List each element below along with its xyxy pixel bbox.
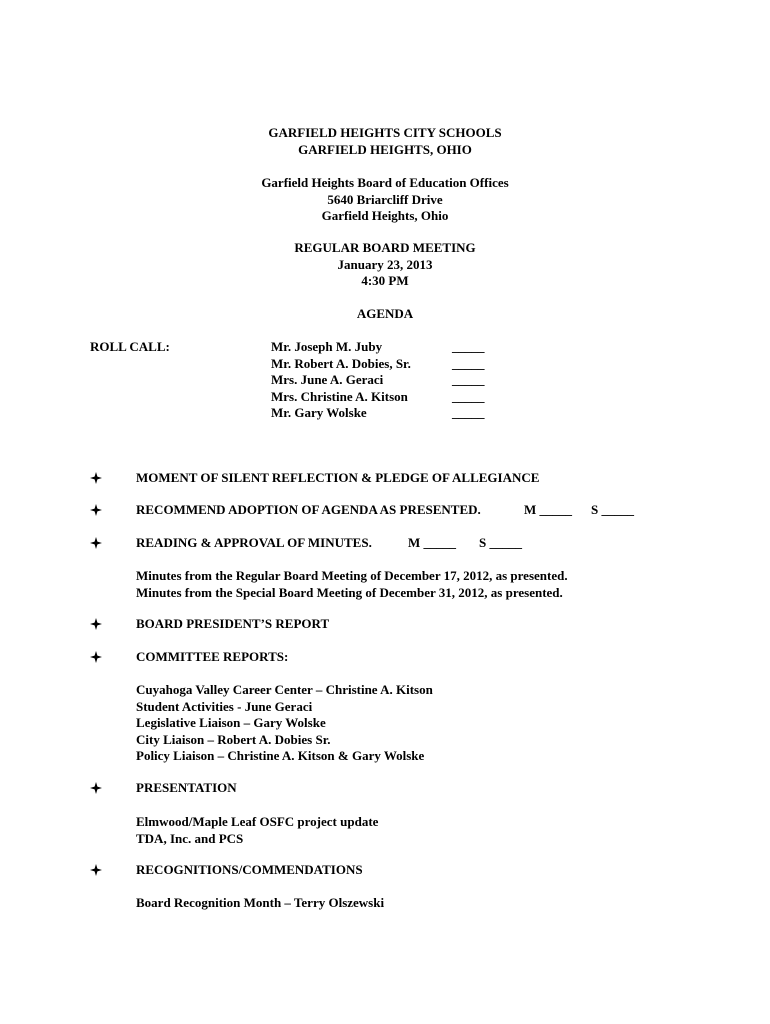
diamond-bullet-icon — [90, 472, 104, 486]
diamond-bullet-icon — [90, 782, 104, 796]
recognitions-line: Board Recognition Month – Terry Olszewski — [136, 895, 385, 910]
district-name: GARFIELD HEIGHTS CITY SCHOOLS — [268, 125, 502, 140]
diamond-bullet-icon — [90, 864, 104, 878]
diamond-bullet-icon — [90, 651, 104, 665]
adoption-motion: M _____ — [524, 502, 573, 517]
diamond-bullet-icon — [90, 618, 104, 632]
roll-call-blank: _____ — [452, 355, 485, 371]
committee-report: Legislative Liaison – Gary Wolske — [136, 715, 326, 730]
roll-call-member: Mr. Gary Wolske — [271, 405, 367, 420]
roll-call-blank: _____ — [452, 388, 485, 404]
roll-call-member: Mrs. June A. Geraci — [271, 372, 384, 387]
roll-call-blank: _____ — [452, 339, 485, 354]
presentation-line: Elmwood/Maple Leaf OSFC project update — [136, 814, 379, 829]
diamond-bullet-icon — [90, 537, 104, 551]
reflection-item: MOMENT OF SILENT REFLECTION & PLEDGE OF ALLEGIANCE — [136, 470, 540, 485]
meeting-type: REGULAR BOARD MEETING — [294, 240, 476, 255]
committee-report: City Liaison – Robert A. Dobies Sr. — [136, 731, 331, 747]
meeting-time: 4:30 PM — [361, 273, 409, 288]
meeting-date: January 23, 2013 — [337, 256, 433, 272]
roll-call-member: Mrs. Christine A. Kitson — [271, 388, 408, 404]
agenda-title: AGENDA — [356, 306, 414, 321]
street-address: 5640 Briarcliff Drive — [327, 191, 443, 207]
city-state: GARFIELD HEIGHTS, OHIO — [298, 141, 472, 157]
meeting-info — [0, 240, 770, 290]
adoption-item: RECOMMEND ADOPTION OF AGENDA AS PRESENTED. — [136, 502, 481, 517]
roll-call-member: Mr. Robert A. Dobies, Sr. — [271, 355, 411, 371]
committee-report: Policy Liaison – Christine A. Kitson & Gary Wolske — [136, 748, 425, 763]
diamond-bullet-icon — [90, 504, 104, 518]
city-address: Garfield Heights, Ohio — [321, 208, 449, 223]
roll-call-blank: _____ — [452, 405, 485, 420]
office-address — [0, 175, 770, 225]
committee-heading: COMMITTEE REPORTS: — [136, 649, 289, 664]
roll-call-member: Mr. Joseph M. Juby — [271, 339, 383, 354]
minutes-detail: Minutes from the Regular Board Meeting of December 17, 2012, as presented. — [136, 568, 568, 583]
office-name: Garfield Heights Board of Education Offices — [261, 175, 509, 190]
committee-report: Student Activities - June Geraci — [136, 698, 313, 714]
minutes-item: READING & APPROVAL OF MINUTES. — [136, 535, 372, 550]
roll-call-blank: _____ — [452, 372, 485, 387]
presentation-heading: PRESENTATION — [136, 780, 237, 795]
president-report-item: BOARD PRESIDENT’S REPORT — [136, 616, 330, 631]
minutes-second: S _____ — [479, 535, 522, 550]
recognitions-heading: RECOGNITIONS/COMMENDATIONS — [136, 862, 363, 877]
adoption-second: S _____ — [591, 502, 634, 517]
roll-call-label: ROLL CALL: — [90, 339, 170, 354]
presentation-line: TDA, Inc. and PCS — [136, 830, 244, 846]
committee-report: Cuyahoga Valley Career Center – Christine A. Kitson — [136, 682, 433, 697]
minutes-detail: Minutes from the Special Board Meeting of December 31, 2012, as presented. — [136, 584, 563, 600]
letterhead — [0, 125, 770, 158]
minutes-motion: M _____ — [408, 535, 457, 550]
